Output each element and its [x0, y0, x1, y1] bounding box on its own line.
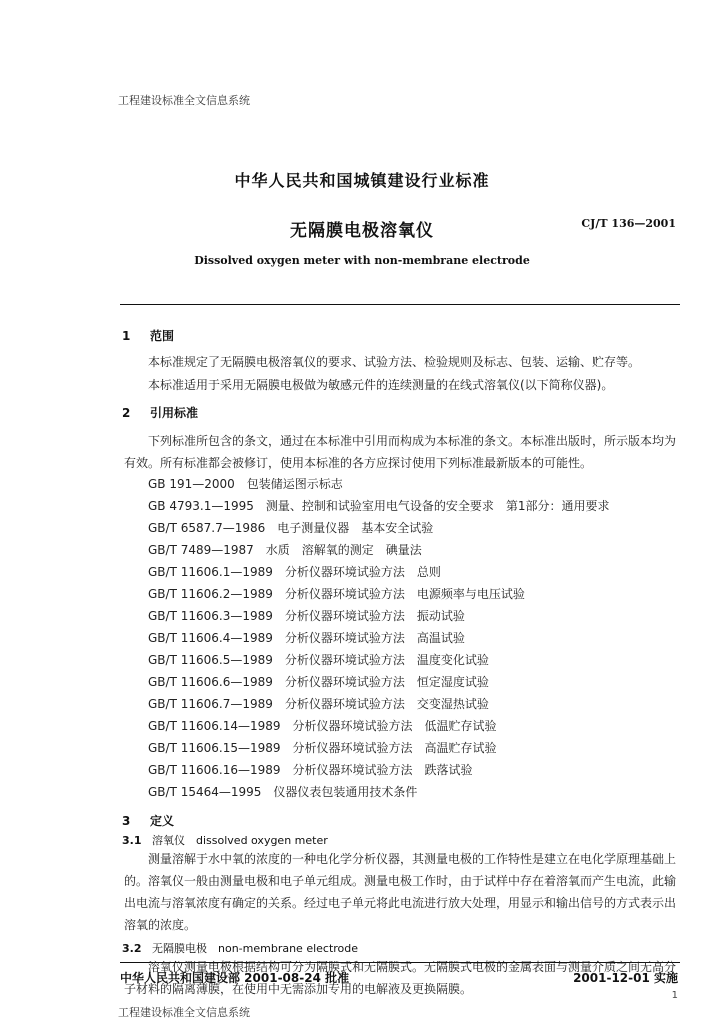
section-number: 1 [122, 329, 131, 343]
section-2-heading [122, 404, 198, 421]
effective-date: 2001-12-01 实施 [573, 971, 678, 985]
reference-item: GB/T 11606.2—1989 分析仪器环境试验方法 电源频率与电压试验 [148, 587, 525, 601]
reference-item: GB/T 7489—1987 水质 溶解氧的测定 碘量法 [148, 543, 422, 557]
header-divider [120, 304, 680, 305]
reference-item: GB/T 11606.7—1989 分析仪器环境试验方法 交变湿热试验 [148, 697, 489, 711]
reference-item: GB/T 11606.16—1989 分析仪器环境试验方法 跌落试验 [148, 763, 473, 777]
definition-title: 无隔膜电极 non-membrane electrode [152, 942, 359, 955]
definition-text: 测量溶解于水中氧的浓度的一种电化学分析仪器，其测量电极的工作特性是建立在电化学原理基础上的。溶氧仪一般由测量电极和电子单元组成。测量电极工作时，由于试样中存在着溶氧而产生电流，此输出电流与溶氧浓度有确定的关系。经过电子单元将此电流进行放大处理，用显示和输出信号的方式表示出溶氧的浓度。 [124, 852, 677, 932]
definition-number: 3.2 [122, 942, 142, 955]
footer-note: 工程建设标准全文信息系统 [118, 1006, 250, 1019]
paragraph: 本标准适用于采用无隔膜电极做为敏感元件的连续测量的在线式溶氧仪(以下简称仪器)。 [148, 378, 614, 392]
reference-item: GB 191—2000 包装储运图示标志 [148, 477, 343, 491]
reference-item: GB/T 6587.7—1986 电子测量仪器 基本安全试验 [148, 521, 434, 535]
english-title: Dissolved oxygen meter with non-membrane electrode [194, 254, 530, 267]
definition-number: 3.1 [122, 834, 142, 847]
definition-text: 溶氧仪测量电极根据结构可分为隔膜式和无隔膜式。无隔膜式电极的金属表面与测量介质之间无高分子材料的隔离薄膜，在使用中无需添加专用的电解液及更换隔膜。 [124, 960, 677, 996]
reference-item: GB/T 11606.15—1989 分析仪器环境试验方法 高温贮存试验 [148, 741, 497, 755]
approval-line: 中华人民共和国建设部 2001-08-24 批准 [120, 971, 350, 985]
paragraph: 下列标准所包含的条文，通过在本标准中引用而构成为本标准的条文。本标准出版时，所示版本均为有效。所有标准都会被修订，使用本标准的各方应探讨使用下列标准最新版本的可能性。 [124, 434, 677, 470]
reference-item: GB/T 11606.1—1989 分析仪器环境试验方法 总则 [148, 565, 441, 579]
section-number: 2 [122, 406, 131, 420]
page-number: 1 [671, 990, 678, 1001]
organization-title: 中华人民共和国城镇建设行业标准 [234, 171, 490, 190]
section-3-heading [122, 812, 174, 829]
standard-code: CJ/T 136—2001 [581, 217, 676, 230]
section-number: 3 [122, 814, 131, 828]
definition-3-2-heading [122, 940, 358, 956]
paragraph: 本标准规定了无隔膜电极溶氧仪的要求、试验方法、检验规则及标志、包装、运输、贮存等。 [148, 355, 641, 369]
section-title: 引用标准 [150, 406, 199, 420]
reference-item: GB/T 11606.6—1989 分析仪器环境试验方法 恒定湿度试验 [148, 675, 489, 689]
reference-item: GB/T 11606.4—1989 分析仪器环境试验方法 高温试验 [148, 631, 465, 645]
definition-3-1-heading [122, 832, 328, 848]
reference-item: GB/T 15464—1995 仪器仪表包装通用技术条件 [148, 785, 418, 799]
section-title: 定义 [150, 814, 175, 828]
reference-item: GB/T 11606.3—1989 分析仪器环境试验方法 振动试验 [148, 609, 465, 623]
definition-title: 溶氧仪 dissolved oxygen meter [152, 834, 328, 847]
section-title: 范围 [150, 329, 175, 343]
section-1-heading [122, 327, 174, 344]
reference-item: GB/T 11606.5—1989 分析仪器环境试验方法 温度变化试验 [148, 653, 489, 667]
reference-item: GB 4793.1—1995 测量、控制和试验室用电气设备的安全要求 第1部分：通用要求 [148, 499, 610, 513]
document-title: 无隔膜电极溶氧仪 [290, 221, 434, 241]
header-note: 工程建设标准全文信息系统 [118, 94, 250, 107]
reference-item: GB/T 11606.14—1989 分析仪器环境试验方法 低温贮存试验 [148, 719, 497, 733]
